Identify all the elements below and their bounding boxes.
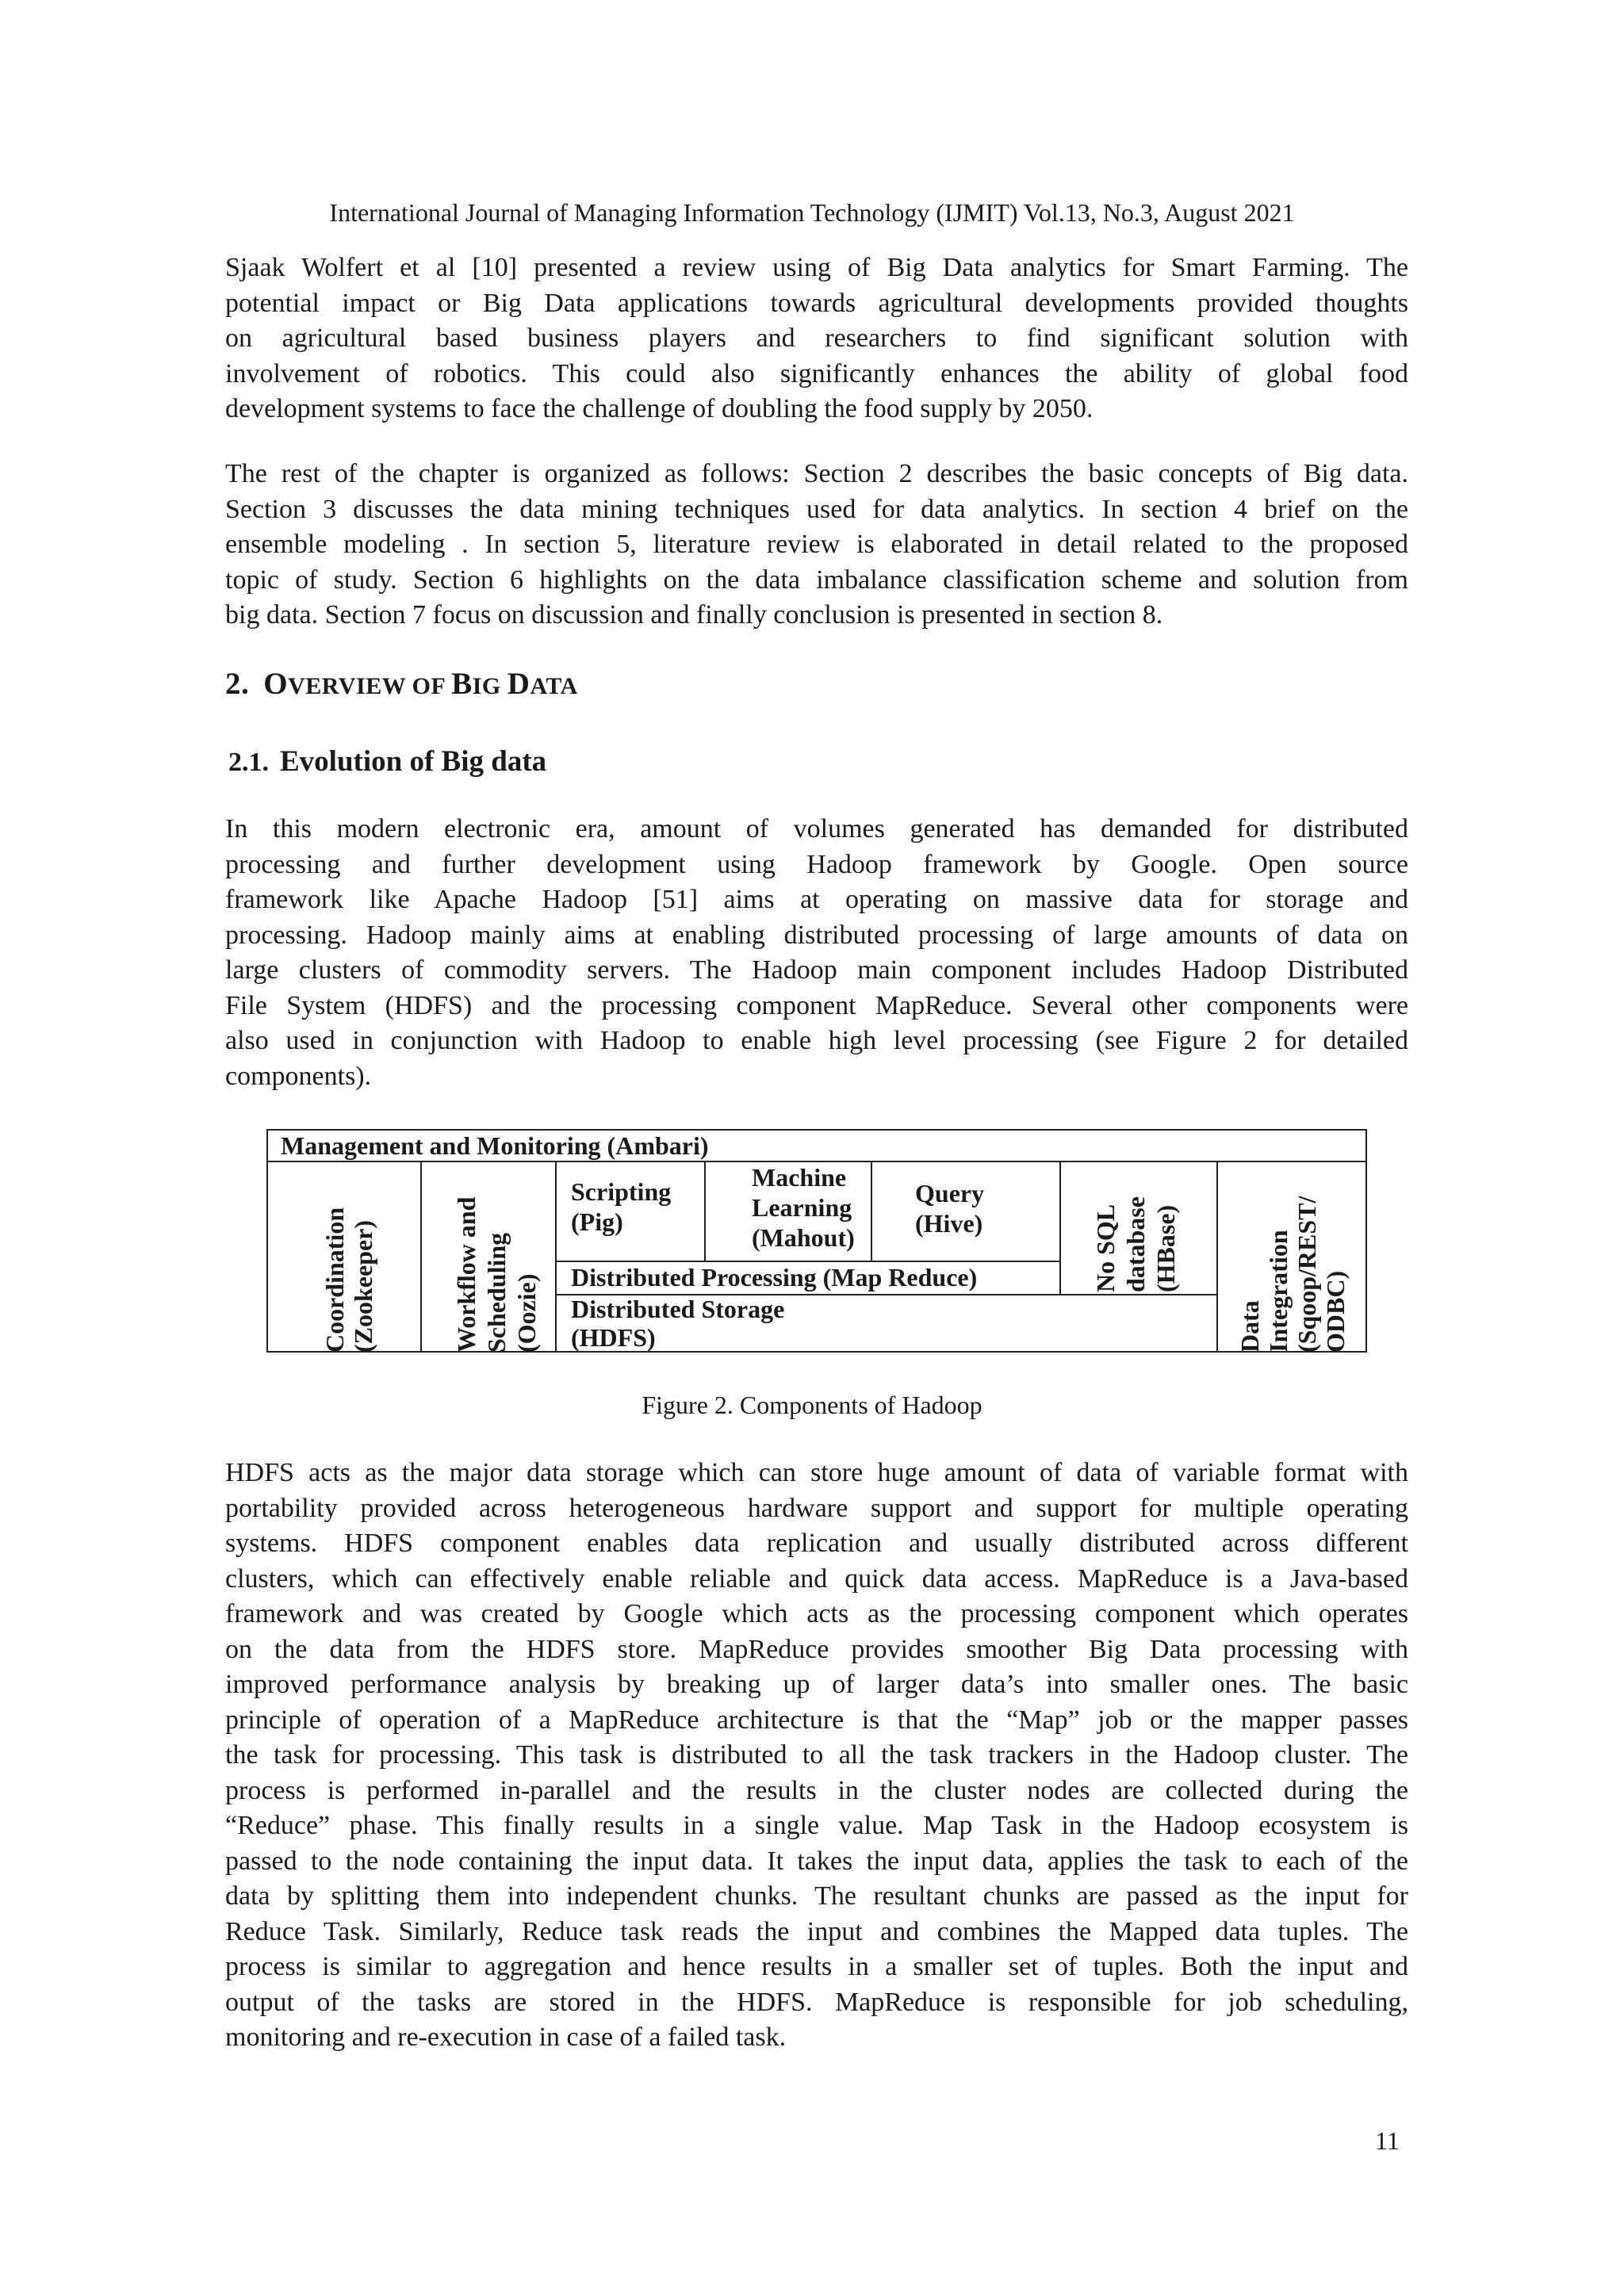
text-line: Sjaak Wolfert et al [10] presented a review using of Big Data analytics for Smart Farming. The [225, 253, 1408, 282]
text-line: Reduce Task. Similarly, Reduce task reads the input and combines the Mapped data tuples. The [225, 1916, 1408, 1946]
data-label: Data [1235, 1300, 1264, 1353]
heading-cap: O [263, 667, 289, 701]
text-line: The rest of the chapter is organized as follows: Section 2 describes the basic concepts of Big data. [225, 459, 1408, 488]
scheduling-label: Scheduling [482, 1232, 511, 1353]
text-line: improved performance analysis by breaking up of larger data’s into smaller ones. The basic [225, 1670, 1408, 1699]
learning-label: Learning [752, 1193, 852, 1222]
paragraph-hdfs-mapreduce [225, 1456, 1408, 2056]
page-number: 11 [1375, 2126, 1400, 2155]
database-label: database [1121, 1196, 1150, 1292]
text-line: processing. Hadoop mainly aims at enabling distributed processing of large amounts of data on [225, 920, 1408, 950]
heading-cap: D [507, 667, 530, 701]
workflow-label: Workflow and [452, 1196, 481, 1353]
text-line: monitoring and re-execution in case of a failed task. [225, 2022, 787, 2052]
heading-smallcaps: ATA [530, 673, 578, 699]
text-line: process is similar to aggregation and hence results in a smaller set of tuples. Both the input and [225, 1952, 1408, 1981]
text-line: topic of study. Section 6 highlights on the data imbalance classification scheme and solution from [225, 564, 1408, 595]
text-line: framework like Apache Hadoop [51] aims at operating on massive data for storage and [225, 885, 1408, 914]
odbc-label: ODBC) [1321, 1270, 1350, 1353]
heading-smallcaps: IG [472, 673, 508, 699]
text-line: File System (HDFS) and the processing component MapReduce. Several other components were [225, 990, 1408, 1020]
hbase-label: (HBase) [1151, 1204, 1180, 1292]
text-line: “Reduce” phase. This finally results in a single value. Map Task in the Hadoop ecosystem is [225, 1811, 1408, 1840]
text-line: development systems to face the challenge of doubling the food supply by 2050. [225, 394, 1094, 423]
query-label: Query [915, 1179, 985, 1207]
text-line: HDFS acts as the major data storage which can store huge amount of data of variable format with [225, 1458, 1408, 1487]
text-line: on the data from the HDFS store. MapReduce provides smoother Big Data processing with [225, 1634, 1408, 1664]
text-line: the task for processing. This task is distributed to all the task trackers in the Hadoop cluster. The [225, 1740, 1408, 1770]
text-line: potential impact or Big Data applications towards agricultural developments provided thoughts [225, 288, 1408, 318]
hdfs-label: (HDFS) [571, 1323, 656, 1352]
zookeeper-label: (Zookeeper) [349, 1219, 377, 1353]
text-line: data by splitting them into independent chunks. The resultant chunks are passed as the input for [225, 1881, 1408, 1911]
text-line: also used in conjunction with Hadoop to enable high level processing (see Figure 2 for detailed [225, 1026, 1408, 1055]
oozie-label: (Oozie) [512, 1273, 541, 1353]
text-line: ensemble modeling . In section 5, literature review is elaborated in detail related to the proposed [225, 530, 1408, 559]
text-line: big data. Section 7 focus on discussion and finally conclusion is presented in section 8. [225, 600, 1163, 629]
mahout-label: (Mahout) [752, 1223, 855, 1252]
paragraph-wolfert-review [225, 251, 1408, 427]
subsection-title: Evolution of Big data [280, 745, 547, 778]
section-number: 2. [225, 667, 250, 701]
paragraph-hadoop-intro [225, 812, 1408, 1094]
hive-label: (Hive) [915, 1209, 983, 1238]
nosql-label: No SQL [1091, 1203, 1120, 1292]
text-line: Section 3 discusses the data mining techniques used for data analytics. In section 4 brief on the [225, 494, 1408, 524]
section-heading [225, 664, 578, 706]
text-line: clusters, which can effectively enable reliable and quick data access. MapReduce is a Java-based [225, 1563, 1408, 1594]
pig-label: (Pig) [571, 1207, 623, 1236]
text-line: on agricultural based business players and researchers to find significant solution with [225, 323, 1408, 353]
text-line: systems. HDFS component enables data replication and usually distributed across different [225, 1529, 1408, 1558]
heading-cap: B [451, 667, 473, 701]
text-line: passed to the node containing the input data. It takes the input data, applies the task to each of the [225, 1846, 1408, 1876]
text-line: involvement of robotics. This could also significantly enhances the ability of global food [225, 358, 1408, 388]
text-line: principle of operation of a MapReduce architecture is that the “Map” job or the mapper passes [225, 1705, 1408, 1735]
sqoop-label: (Sqoop/REST/ [1293, 1196, 1321, 1353]
hadoop-components-figure [266, 1129, 1367, 1353]
subsection-number: 2.1. [228, 748, 269, 777]
text-line: portability provided across heterogeneous hardware support and support for multiple operating [225, 1493, 1408, 1523]
paragraph-chapter-organization [225, 457, 1408, 633]
heading-smallcaps: VERVIEW OF [288, 673, 452, 699]
text-line: processing and further development using Hadoop framework by Google. Open source [225, 849, 1408, 879]
coordination-label: Coordination [320, 1207, 349, 1353]
text-line: output of the tasks are stored in the HDFS. MapReduce is responsible for job scheduling, [225, 1987, 1408, 2017]
integration-label: Integration [1264, 1230, 1293, 1353]
distributed-storage-label: Distributed Storage [571, 1295, 785, 1323]
subsection-heading [228, 744, 546, 781]
text-line: large clusters of commodity servers. The Hadoop main component includes Hadoop Distributed [225, 955, 1408, 985]
text-line: In this modern electronic era, amount of volumes generated has demanded for distributed [225, 814, 1408, 844]
machine-label: Machine [752, 1163, 847, 1192]
text-line: process is performed in-parallel and the results in the cluster nodes are collected during the [225, 1775, 1408, 1805]
distributed-processing-label: Distributed Processing (Map Reduce) [571, 1263, 978, 1292]
figure-caption: Figure 2. Components of Hadoop [642, 1391, 982, 1419]
text-line: framework and was created by Google which acts as the processing component which operates [225, 1599, 1408, 1628]
running-header: International Journal of Managing Information Technology (IJMIT) Vol.13, No.3, August 2021 [329, 198, 1295, 227]
management-label: Management and Monitoring (Ambari) [281, 1131, 709, 1160]
text-line: components). [225, 1061, 372, 1091]
scripting-label: Scripting [571, 1177, 672, 1206]
